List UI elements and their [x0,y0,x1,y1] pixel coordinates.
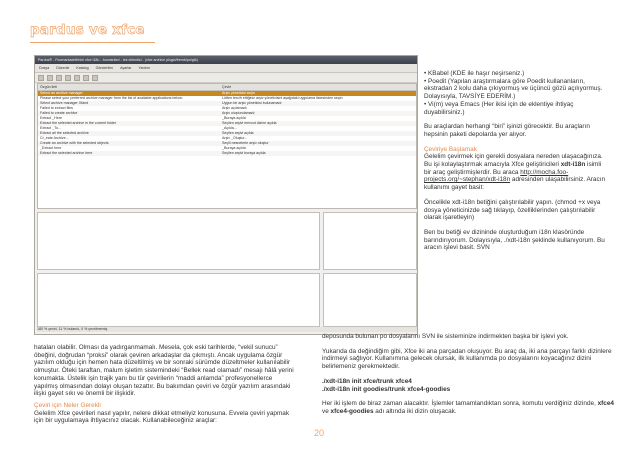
right-column [424,70,610,252]
paragraph: Ben bu betiği ev dizininde oluşturduğum i18n klasöründe barındırıyorum. Dolayısıyla, ./xdt-i18n şeklinde kullanıyorum. Bu aracın işlevi basit. SVN [424,228,605,252]
toolbar-icon[interactable] [74,75,80,81]
column-header[interactable]: Çeviri [222,85,232,89]
toolbar-icon[interactable] [83,75,89,81]
translated-string: Arşiv açılamadı [222,106,247,110]
source-string: Failed to create archive [40,111,78,115]
app-statusbar: 180 % çeviri, 11 % bulanık, 0 % çevrilmemiş [37,327,417,332]
middle-column [322,333,614,416]
paragraph: hataları olabilir. Olması da yadırganmamalı. Mesela, çok eski tarihlerde, “vekil sunucu” öbeğini, doğrudan “proksi” olarak çeviren arkadaşlar da çıkmıştı. Ancak uygulama özgür yazılım olduğu için hemen hata düzeltilmiş ve bir sonraki sürümde düzeltmeler kullanılabilir olmuştur. Öteki taraftan, malum işletim sistemindeki “Bellek read olamadı” mesajı hâlâ yerini korumakta. Üstelik işin trajik yanı bu tür çevirilerin “maddi anlamda” profesyonellerce yapılmış olmasından dolayı oluşan tezattır. Bu bakımdan çeviri ve özgür yazılım arasındaki ilişki gayet sıkı ve önemli bir ilişkidir. [34,344,294,398]
paragraph: Gelelim çevirmek için gerekli dosyalara nereden ulaşacağınıza. Bu işi kolaylaştırmak amacıyla Xfce geliştiricileri xdt-i18n isimli bir araç geliştirmişlerdir. Bu araca http://mocha.foo-projects.org/~stephan/xdt-i18n adresinden ulaşabilirsiniz. Aracın kullanımı gayet basit: [424,153,606,192]
translated-string: Arşiv _Oluştur... [222,136,248,140]
toolbar-icon[interactable] [56,75,62,81]
menu-item[interactable]: Düzenle [56,66,70,70]
paragraph: deposunda bulunan po dosyalarını SVN ile sisteminize indirmekten başka bir işlevi yok. [322,333,569,340]
app-titlebar: Pardus® - Foomarkadnfbhiei xfce i18n - foomarked - tek eklentisi - (xfce archive plugin/fremb/po/gtk) [35,56,417,64]
bullet-item: • Vi(m) veya Emacs (Her ikisi için de eklentiye ihtiyaç duyabilirsiniz.) [424,100,574,116]
source-string: Extract the selected archive here [40,151,93,155]
translated-string: Arşiv oluşturulamadı [222,111,255,115]
source-string: Extract all the selected archive [40,131,89,135]
paragraph: Gelelim Xfce çevirileri nasıl yapılır, nelere dikkat etmeliyiz konusuna. Evvela çeviri yapmak için bir uygulamaya ihtiyacınız olacak. Kullanabileceğiniz araçlar: [34,409,290,425]
translation-app-screenshot [34,55,418,335]
source-string: _Extract here [40,146,62,150]
menu-item[interactable]: Katalog [76,66,89,70]
menu-item[interactable]: Dosya [39,66,50,70]
translated-string: Seçili nesnelerle arşiv oluştur [222,141,269,145]
paragraph: Her iki işlem de biraz zaman alacaktır. İşlemler tamamlandıktan sonra, komutu verdiğiniz dizinde, xfce4 ve xfce4-goodies adı altında iki dizin oluşacak. [322,400,614,415]
translated-string: Seçilen arşivi açıkla [222,131,254,135]
app-menubar [35,64,417,73]
translated-string: Seçilen arşivi mevcut dizine açıkla [222,121,277,125]
command-line: ./xdt-i18n init goodies/trunk xfce4-goodies [322,385,451,393]
source-string: Extract the selected archive in the current folder [40,121,117,125]
source-string: Cr_eate Archive... [40,136,69,140]
toolbar-icon[interactable] [47,75,53,81]
comments-pane [323,212,417,270]
translated-string: _Buraya açıkla [222,116,246,120]
translated-string: Uygun bir arşiv yöneticisi bulunamadı [222,101,282,105]
source-string: Failed to extract files [40,106,73,110]
toolbar-icon[interactable] [65,75,71,81]
source-string: Create an archive with the selected objects [40,141,109,145]
section-heading: Çeviri için Neler Gerekli [34,401,101,409]
table-header [38,84,416,91]
paragraph: Bu araçlardan herhangi “biri” işinizi görecektir. Bu araçların hepsinin paketi depolarda yer alıyor. [424,123,590,138]
magazine-section-title: pardus ve xfce [30,22,145,38]
translated-string: _Açıkla... [222,126,237,130]
translated-string: Lütfen tercih ettiğiniz arşiv yöneticisini aşağıdaki uygulama listesinden seçin: [222,96,344,100]
bullet-item: • KBabel (KDE ile haşır neşirseniz.) [424,70,525,77]
translated-string: Seçilen arşivi buraya açıkla [222,151,266,155]
table-row[interactable] [38,151,416,156]
header-underline [30,42,155,43]
menu-item[interactable]: Yardım [138,66,150,70]
left-column [34,344,296,425]
tool-link[interactable]: http://mocha.foo-projects.org/~stephan/xdt-i18n [424,168,569,184]
translated-string: Arşiv yöneticisi seçin [222,91,256,95]
source-text-pane [37,212,320,270]
toolbar-icon[interactable] [92,75,98,81]
translation-input-pane[interactable] [37,273,320,327]
source-string: Extract _To... [40,126,61,130]
source-string: Please select your preferred archive manager from the list of available applications below: [40,96,183,100]
page-number: 20 [313,428,324,438]
menu-item[interactable]: Gönderilen [95,66,114,70]
string-table [37,83,417,209]
bullet-item: • Poedit (Yapılan araştırmalara göre Poedit kullananların, ekstradan 2 kolu daha çıkıyormuş ve üçüncü gözü açılıyormuş. Dolayısıyla, TAVSİYE EDERİM.) [424,77,603,101]
notes-pane [323,273,417,327]
source-string: Extract _Here [40,116,62,120]
command-line: ./xdt-i18n init xfce/trunk xfce4 [322,377,412,385]
source-string: Select archive manager Xfand [40,101,89,105]
section-heading: Çeviriye Başlamak [424,145,477,153]
app-toolbar [35,73,417,83]
translated-string: _Buraya açıkla [222,146,246,150]
source-string: Select an archive manager [40,91,83,95]
paragraph: Yukarıda da değindiğim gibi, Xfce iki ana parçadan oluşuyor. Bu araç da, iki ana parçayı farklı dizinlere indirmeyi sağlıyor. Kullanımına gelecek olursak, ilk kullanımda po dosyalarını koyacağınız dizini belirlemeniz gerekmektedir. [322,347,612,371]
toolbar-icon[interactable] [38,75,44,81]
column-header[interactable]: Özgün ileti [40,85,57,89]
paragraph: Öncelikle xdt-i18n betiğini çalıştırılabilir yapın. (chmod +x veya dosya yöneticinizde sağ tıklayıp, özelliklerinden çalıştırılabilir olarak işaretleyin) [424,198,601,222]
menu-item[interactable]: Ayarlar [120,66,132,70]
